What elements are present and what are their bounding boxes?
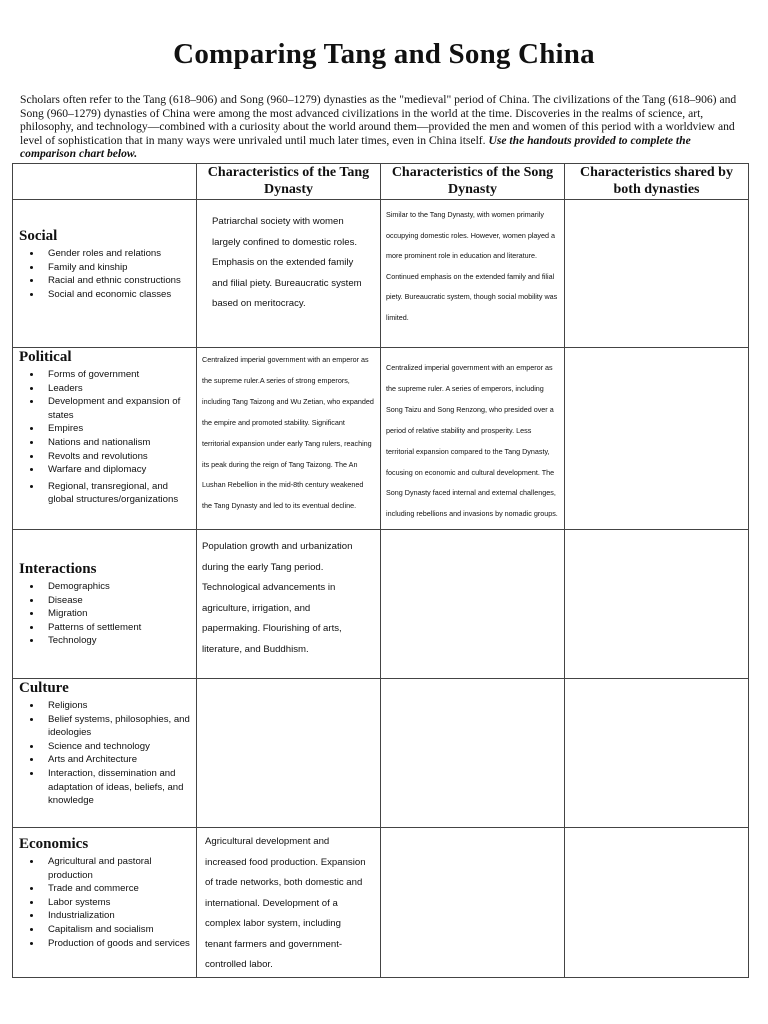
- header-row: [13, 164, 749, 200]
- tang-cell-interactions[interactable]: [197, 530, 381, 679]
- tang-cell-culture[interactable]: [197, 679, 381, 828]
- category-cell-economics: [13, 828, 197, 978]
- topic-item: • Science and technology: [42, 740, 196, 754]
- page-title: Comparing Tang and Song China: [173, 38, 595, 70]
- song-cell-culture[interactable]: [381, 679, 565, 828]
- topic-item: • Industrialization: [42, 909, 196, 923]
- tang-cell-political[interactable]: [197, 348, 381, 530]
- tang-text-political: Centralized imperial government with an emperor as the supreme ruler.A series of strong emperors, including Tang Taizong and Wu Zetian, who expanded the empire and promoted stability. Significant territorial expansion under early Tang rulers, reaching its peak during the reign of Tang Taizong. The An Lushan Rebellion in the mid-8th century weakened the Tang Dynasty and led to its eventual decline.: [202, 355, 374, 511]
- topic-item: • Agricultural and pastoral production: [42, 855, 196, 882]
- song-cell-social[interactable]: [381, 200, 565, 348]
- topic-item: • Religions: [42, 699, 196, 713]
- topic-item: • Patterns of settlement: [42, 621, 196, 635]
- row-culture: [13, 679, 749, 828]
- row-political: [13, 348, 749, 530]
- topic-item: • Capitalism and socialism: [42, 923, 196, 937]
- topic-item: • Disease: [42, 594, 196, 608]
- topic-item: • Regional, transregional, and global structures/organizations: [42, 480, 196, 507]
- topic-item: • Forms of government: [42, 368, 196, 382]
- topic-item: • Gender roles and relations: [42, 247, 196, 261]
- category-cell-social: [13, 200, 197, 348]
- topic-item: • Demographics: [42, 580, 196, 594]
- header-shared: Characteristics shared by both dynasties: [565, 164, 749, 200]
- category-title-social: Social: [19, 228, 58, 244]
- topic-item: • Family and kinship: [42, 261, 196, 275]
- song-cell-interactions[interactable]: [381, 530, 565, 679]
- shared-cell-economics[interactable]: [565, 828, 749, 978]
- category-title-culture: Culture: [19, 680, 69, 696]
- topic-item: • Migration: [42, 607, 196, 621]
- topic-item: • Belief systems, philosophies, and ideologies: [42, 713, 196, 740]
- topic-item: • Warfare and diplomacy: [42, 463, 196, 477]
- topic-list-political: [19, 368, 196, 507]
- topic-list-interactions: [19, 580, 196, 648]
- category-cell-interactions: [13, 530, 197, 679]
- shared-cell-social[interactable]: [565, 200, 749, 348]
- intro-text: Scholars often refer to the Tang (618–906) and Song (960–1279) dynasties as the "medieval" period of China. The civilizations of the Tang (618–906) and Song (960–1279) dynasties of China were among the most advanced civilizations in the world at the time. Discoveries in the realms of science, art, philosophy, and technology—combined with a curiosity about the world around them—provided the men and women of this period with a worldview and level of sophistication that in many ways were unrivaled until much later times, even in China itself.: [20, 93, 737, 147]
- header-category: [13, 164, 197, 200]
- header-tang: Characteristics of the Tang Dynasty: [197, 164, 381, 200]
- intro-instruction: Use the handouts provided to complete the comparison chart below.: [20, 133, 691, 161]
- tang-cell-economics[interactable]: [197, 828, 381, 978]
- category-cell-political: [13, 348, 197, 530]
- topic-list-culture: [19, 699, 196, 808]
- topic-item: • Nations and nationalism: [42, 436, 196, 450]
- topic-item: • Revolts and revolutions: [42, 450, 196, 464]
- song-text-social: Similar to the Tang Dynasty, with women primarily occupying domestic roles. However, women played a more prominent role in education and literature. Continued emphasis on the extended family and filial piety. Bureaucratic system, though social mobility was limited.: [386, 210, 558, 322]
- song-text-political: Centralized imperial government with an emperor as the supreme ruler. A series of emperors, including Song Taizu and Song Renzong, who presided over a period of relative stability and prosperity. Less territorial expansion compared to the Tang Dynasty, focusing on economic and cultural development. The Song Dynasty faced internal and external challenges, including rebellions and invasions by nomadic groups.: [386, 363, 558, 519]
- row-interactions: [13, 530, 749, 679]
- category-title-economics: Economics: [19, 836, 89, 852]
- topic-item: • Technology: [42, 634, 196, 648]
- topic-item: • Labor systems: [42, 896, 196, 910]
- topic-item: • Social and economic classes: [42, 288, 196, 302]
- song-cell-political[interactable]: [381, 348, 565, 530]
- tang-text-interactions: Population growth and urbanization during the early Tang period. Technological advancements in agriculture, irrigation, and papermaking. Flourishing of arts, literature, and Buddhism.: [202, 541, 353, 655]
- topic-item: • Arts and Architecture: [42, 753, 196, 767]
- category-title-interactions: Interactions: [19, 561, 97, 577]
- topic-list-social: [19, 247, 196, 301]
- topic-item: • Racial and ethnic constructions: [42, 274, 196, 288]
- topic-item: • Production of goods and services: [42, 937, 196, 951]
- song-cell-economics[interactable]: [381, 828, 565, 978]
- header-song: Characteristics of the Song Dynasty: [381, 164, 565, 200]
- shared-cell-culture[interactable]: [565, 679, 749, 828]
- topic-item: • Empires: [42, 422, 196, 436]
- tang-text-social: Patriarchal society with women largely confined to domestic roles. Emphasis on the extended family and filial piety. Bureaucratic system based on meritocracy.: [212, 216, 362, 309]
- category-cell-culture: [13, 679, 197, 828]
- shared-cell-political[interactable]: [565, 348, 749, 530]
- tang-text-economics: Agricultural development and increased food production. Expansion of trade networks, both domestic and international. Development of a complex labor system, including tenant farmers and government-controlled labor.: [205, 836, 366, 970]
- topic-item: • Leaders: [42, 382, 196, 396]
- tang-cell-social[interactable]: [197, 200, 381, 348]
- topic-list-economics: [19, 855, 196, 950]
- topic-item: • Interaction, dissemination and adaptation of ideas, beliefs, and knowledge: [42, 767, 196, 808]
- row-economics: [13, 828, 749, 978]
- topic-item: • Trade and commerce: [42, 882, 196, 896]
- shared-cell-interactions[interactable]: [565, 530, 749, 679]
- comparison-chart: [12, 163, 749, 978]
- intro-paragraph: [20, 93, 745, 161]
- topic-item: • Development and expansion of states: [42, 395, 196, 422]
- row-social: [13, 200, 749, 348]
- category-title-political: Political: [19, 349, 72, 365]
